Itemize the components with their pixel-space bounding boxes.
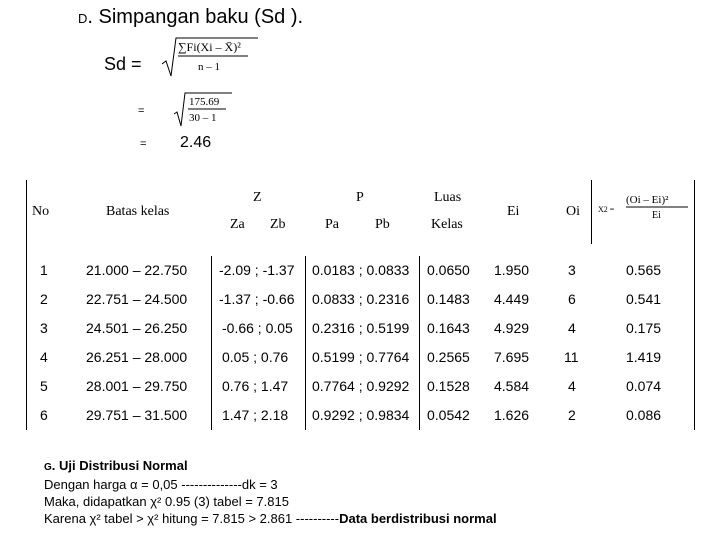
substitution-denominator: 30 – 1 [189, 112, 217, 124]
cell-z: -0.66 ; 0.05 [222, 320, 293, 336]
cell-batas: 21.000 – 22.750 [86, 262, 188, 278]
header-ei: Ei [507, 204, 520, 219]
header-no: No [32, 204, 50, 219]
cell-luas: 0.1528 [427, 378, 470, 394]
cell-p: 0.9292 ; 0.9834 [312, 407, 410, 423]
cell-batas: 22.751 – 24.500 [86, 291, 188, 307]
cell-luas: 0.0650 [427, 262, 470, 278]
cell-oi: 3 [568, 262, 576, 278]
sd-result: 2.46 [180, 134, 212, 151]
header-pb: Pb [375, 217, 390, 232]
conclusion-line-3-text: Karena χ² tabel > χ² hitung = 7.815 > 2.861 ---------- [44, 511, 340, 526]
cell-no: 1 [40, 262, 48, 278]
cell-oi: 4 [568, 378, 576, 394]
cell-batas: 26.251 – 28.000 [86, 349, 188, 365]
cell-z: 0.05 ; 0.76 [222, 349, 289, 365]
conclusion-title-letter: G [44, 462, 52, 473]
cell-luas: 0.2565 [427, 349, 470, 365]
header-zb: Zb [270, 217, 286, 232]
cell-batas: 29.751 – 31.500 [86, 407, 188, 423]
cell-z: -2.09 ; -1.37 [219, 262, 295, 278]
cell-z: 1.47 ; 2.18 [222, 407, 289, 423]
conclusion-title-text: . Uji Distribusi Normal [51, 458, 188, 473]
table-row [0, 401, 700, 430]
conclusion-block [44, 457, 497, 527]
header-oi: Oi [566, 204, 580, 219]
header-za: Za [230, 217, 245, 232]
header-luas: Luas [434, 190, 462, 205]
header-p: P [356, 190, 364, 205]
heading-text: . Simpangan baku (Sd ). [87, 6, 304, 28]
cell-no: 4 [40, 349, 48, 365]
header-z: Z [253, 190, 262, 205]
formula-denominator: n – 1 [198, 61, 220, 73]
table-row [0, 285, 700, 314]
table-row [0, 372, 700, 401]
substitution-numerator: 175.69 [189, 96, 220, 108]
cell-no: 3 [40, 320, 48, 336]
header-pa: Pa [325, 217, 339, 232]
cell-x2: 0.565 [626, 262, 662, 278]
x2-numerator: (Oi – Ei)² [626, 194, 669, 206]
cell-luas: 0.0542 [427, 407, 470, 423]
cell-oi: 2 [568, 407, 576, 423]
conclusion-line-2: Maka, didapatkan χ² 0.95 (3) tabel = 7.815 [44, 494, 289, 509]
cell-x2: 0.086 [626, 407, 662, 423]
cell-x2: 0.175 [626, 320, 662, 336]
x2-denominator: Ei [652, 210, 661, 221]
cell-ei: 1.950 [494, 262, 530, 278]
table-row [0, 256, 700, 285]
table-body [0, 256, 720, 430]
cell-ei: 4.929 [494, 320, 530, 336]
cell-no: 5 [40, 378, 48, 394]
result-equals: = [140, 138, 147, 150]
table-row [0, 343, 700, 372]
header-x2-label: X2 = [598, 205, 615, 214]
cell-x2: 0.074 [626, 378, 662, 394]
header-divider [591, 180, 592, 244]
cell-batas: 28.001 – 29.750 [86, 378, 188, 394]
cell-p: 0.5199 ; 0.7764 [312, 349, 410, 365]
conclusion-title [44, 457, 497, 476]
header-batas-kelas: Batas kelas [106, 204, 170, 219]
cell-oi: 6 [568, 291, 576, 307]
heading-letter: D [78, 11, 88, 26]
cell-p: 0.7764 ; 0.9292 [312, 378, 410, 394]
substitution-formula [172, 90, 242, 130]
cell-luas: 0.1483 [427, 291, 470, 307]
cell-x2: 1.419 [626, 349, 662, 365]
conclusion-line-3 [44, 510, 497, 527]
cell-z: -1.37 ; -0.66 [219, 291, 295, 307]
cell-p: 0.0183 ; 0.0833 [312, 262, 410, 278]
cell-oi: 4 [568, 320, 576, 336]
cell-luas: 0.1643 [427, 320, 470, 336]
general-formula [160, 34, 260, 78]
cell-no: 6 [40, 407, 48, 423]
cell-x2: 0.541 [626, 291, 662, 307]
cell-ei: 4.584 [494, 378, 530, 394]
cell-no: 2 [40, 291, 48, 307]
section-heading [78, 6, 303, 29]
cell-p: 0.2316 ; 0.5199 [312, 320, 410, 336]
substitution-equals: = [138, 105, 145, 117]
sd-label: Sd = [104, 54, 142, 74]
cell-oi: 11 [564, 349, 579, 365]
cell-ei: 7.695 [494, 349, 530, 365]
cell-p: 0.0833 ; 0.2316 [312, 291, 410, 307]
cell-batas: 24.501 – 26.250 [86, 320, 188, 336]
cell-ei: 1.626 [494, 407, 530, 423]
cell-ei: 4.449 [494, 291, 530, 307]
cell-z: 0.76 ; 1.47 [222, 378, 289, 394]
conclusion-line-1: Dengan harga α = 0,05 --------------dk = 3 [44, 477, 278, 492]
table-row [0, 314, 700, 343]
header-kelas: Kelas [431, 217, 463, 232]
formula-numerator: ∑Fi(Xi – X̄)² [178, 40, 241, 54]
header-x2-formula [624, 191, 694, 221]
conclusion-verdict: Data berdistribusi normal [339, 511, 497, 526]
